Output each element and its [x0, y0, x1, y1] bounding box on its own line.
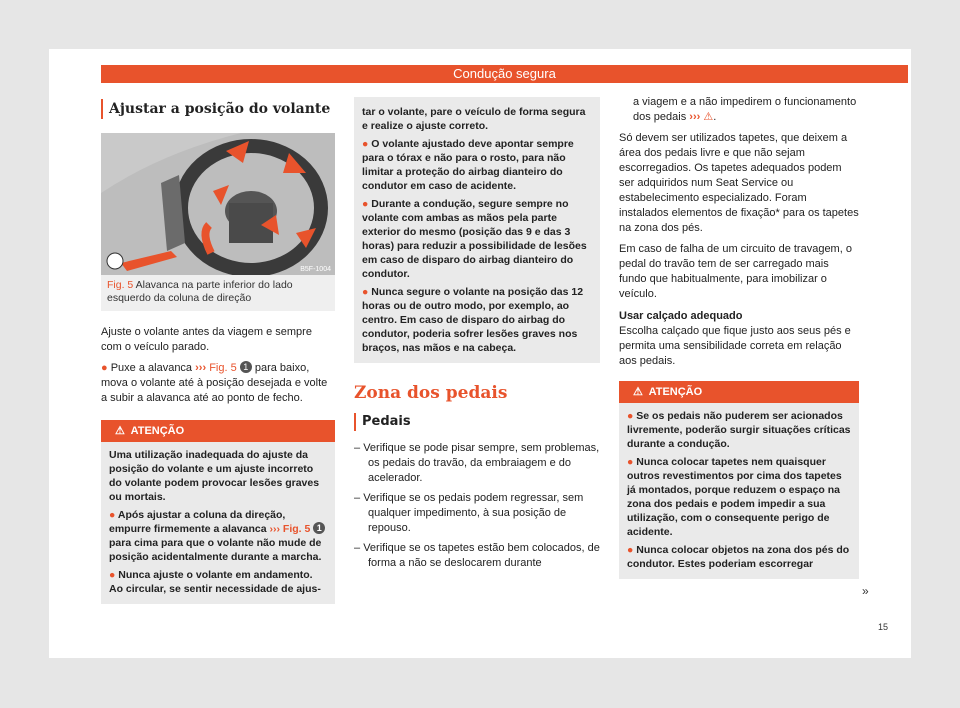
warning-header	[619, 381, 859, 403]
column-2	[354, 97, 600, 576]
list-item: – Verifique se pode pisar sempre, sem problemas, os pedais do travão, da embraiagem e do acelerador.	[354, 442, 600, 484]
steering-wheel-figure	[101, 133, 335, 275]
continue-mark: »	[862, 584, 869, 598]
section-title: Zona dos pedais	[354, 383, 508, 403]
warning-icon: ⚠	[633, 386, 643, 398]
warning-bullet: ● Nunca colocar objetos na zona dos pés do condutor. Estes poderiam escorregar	[627, 544, 850, 570]
warning-paragraph: tar o volante, pare o veículo de forma segura e realize o ajuste correto.	[362, 106, 586, 132]
figure-caption-text: Alavanca na parte inferior do lado esquerdo da coluna de direção	[107, 279, 293, 304]
figure-id: B5F-1004	[300, 266, 331, 273]
intro-paragraph: Ajuste o volante antes da viagem e sempre com o veículo parado.	[101, 326, 312, 353]
warning-bullet-text: Nunca colocar objetos na zona dos pés do condutor. Estes poderiam escorregar	[627, 544, 850, 570]
warning-link[interactable]	[689, 111, 713, 123]
callout-badge: 1	[240, 361, 252, 373]
column-3	[619, 95, 859, 579]
section-heading: Ajustar a posição do volante	[101, 99, 335, 119]
ref-arrows: ›››	[689, 111, 701, 123]
warning-box	[619, 381, 859, 579]
figure-link[interactable]	[270, 523, 311, 535]
figure-ref: Fig. 5	[209, 362, 237, 374]
figure-link[interactable]	[195, 362, 237, 374]
manual-page	[49, 49, 911, 658]
figure-caption	[101, 275, 335, 311]
warning-bullet-text: O volante ajustado deve apontar sempre para o tórax e não para o rosto, para não limitar a proteção do airbag dianteiro do condutor em caso de acidente.	[362, 138, 574, 192]
warning-box-continued	[354, 97, 600, 363]
figure-label: Fig. 5	[107, 279, 134, 291]
bullet-text: Puxe a alavanca	[110, 362, 193, 374]
bullet-text-end: para baixo, mova o volante até à posição desejada e volte a subir a alavanca até ao ponto de fecho.	[101, 362, 328, 404]
instruction-bullet	[101, 361, 335, 406]
bullet-dot: ●	[101, 362, 108, 374]
list-item: – Verifique se os pedais podem regressar, sem qualquer impedimento, à sua posição de repouso.	[354, 492, 584, 534]
warning-body	[354, 97, 600, 363]
ref-arrows: ›››	[195, 362, 207, 374]
warning-bullet: ● Nunca segure o volante na posição das 12 horas ou de outro modo, por exemplo, ao centro. Em caso de disparo do airbag do condutor, poderia sofrer lesões graves nos braços, nas mãos e na cabeça.	[362, 286, 584, 354]
steering-wheel-illustration	[101, 133, 335, 275]
chapter-banner: Condução segura	[101, 65, 908, 83]
paragraph: Só devem ser utilizados tapetes, que deixem a área dos pedais livre e que não sejam escorregadios. Os tapetes adequados podem ser adquiridos num Seat Service ou estabelecimento especializado. Foram instalados elementos de fixação* para os tapetes na zona dos pés.	[619, 132, 859, 234]
page-number: 15	[877, 622, 888, 632]
warning-bullet-text: Nunca ajuste o volante em andamento. Ao circular, se sentir necessidade de ajus-	[109, 569, 321, 595]
warning-bullet-text: Após ajustar a coluna da direção, empurre firmemente a alavanca	[109, 509, 286, 535]
warning-bullet: ● Nunca ajuste o volante em andamento. Ao circular, se sentir necessidade de ajus-	[109, 569, 321, 595]
warning-paragraph: Uma utilização inadequada do ajuste da posição do volante e um ajuste incorreto do volante podem provocar lesões graves ou mortais.	[109, 449, 320, 503]
warning-bullet: ● Após ajustar a coluna da direção, empurre firmemente a alavanca ››› Fig. 5 1 para cima para que o volante não mude de posição acidentalmente durante a marcha.	[109, 508, 327, 564]
warning-box	[101, 420, 335, 604]
warning-title: ATENÇÃO	[648, 386, 703, 398]
figure-ref: Fig. 5	[282, 523, 311, 535]
paragraph: Escolha calçado que fique justo aos seus pés e permita uma sensibilidade correta em relação aos pedais.	[619, 325, 851, 367]
warning-bullet-text: Durante a condução, segure sempre no volante com ambas as mãos pela parte exterior do mesmo (posição das 9 e das 3 horas) para reduzir a possibilidade de lesões em caso de disparo do airbag dianteiro do condutor.	[362, 198, 587, 280]
warning-icon: ⚠	[115, 425, 125, 437]
warning-bullet-text: Se os pedais não puderem ser acionados livremente, poderão surgir situações críticas durante a condução.	[627, 410, 851, 450]
list-item: – Verifique se os tapetes estão bem colocados, de forma a não se deslocarem durante	[354, 542, 600, 569]
subsection-title: Pedais	[354, 413, 600, 431]
column-1	[101, 95, 335, 604]
list-item-text: Verifique se pode pisar sempre, sem problemas, os pedais do travão, da embraiagem e do acelerador.	[363, 442, 600, 484]
list-item-text: Verifique se os tapetes estão bem colocados, de forma a não se deslocarem durante	[363, 542, 600, 569]
paragraph: Em caso de falha de um circuito de travagem, o pedal do travão tem de ser carregado mais fundo que habitualmente, para imobilizar o veículo.	[619, 243, 852, 300]
warning-bullet-text: Nunca segure o volante na posição das 12 horas ou de outro modo, por exemplo, ao centro. Em caso de disparo do airbag do condutor, poderia sofrer lesões graves nos braços, nas mãos e na cabeça.	[362, 286, 584, 354]
ref-arrows: ›››	[269, 523, 280, 535]
warning-bullet: ● Nunca colocar tapetes nem quaisquer outros revestimentos por cima dos tapetes já montados, porque reduzem o espaço na zona dos pedais e podem impedir a sua utilização, com o consequente perigo de acidente.	[627, 456, 842, 538]
list-item-text: Verifique se os pedais podem regressar, sem qualquer impedimento, à sua posição de repouso.	[363, 492, 584, 534]
warning-bullet: ● O volante ajustado deve apontar sempre para o tórax e não para o rosto, para não limitar a proteção do airbag dianteiro do condutor em caso de acidente.	[362, 138, 574, 192]
continued-paragraph: a viagem e a não impedirem o funcionamento dos pedais ››› ⚠.	[633, 96, 857, 123]
warning-bullet: ● Durante a condução, segure sempre no volante com ambas as mãos pela parte exterior do mesmo (posição das 9 e das 3 horas) para reduzir a possibilidade de lesões em caso de disparo do airbag dianteiro do condutor.	[362, 198, 587, 280]
warning-header	[101, 420, 335, 442]
continued-text: a viagem e a não impedirem o funcionamento dos pedais	[633, 96, 857, 123]
warning-body	[101, 442, 335, 604]
warning-bullet: ● Se os pedais não puderem ser acionados livremente, poderão surgir situações críticas durante a condução.	[627, 410, 851, 450]
subheading: Usar calçado adequado	[619, 310, 743, 322]
warning-body	[619, 403, 859, 579]
warning-title: ATENÇÃO	[130, 425, 185, 437]
callout-badge: 1	[313, 522, 325, 534]
warning-bullet-text-end: para cima para que o volante não mude de posição acidentalmente durante a marcha.	[109, 537, 322, 563]
warning-triangle-icon: ⚠	[703, 111, 714, 123]
warning-bullet-text: Nunca colocar tapetes nem quaisquer outros revestimentos por cima dos tapetes já montados, porque reduzem o espaço na zona dos pedais e podem impedir a sua utilização, com o consequente perigo de acidente.	[627, 456, 842, 538]
